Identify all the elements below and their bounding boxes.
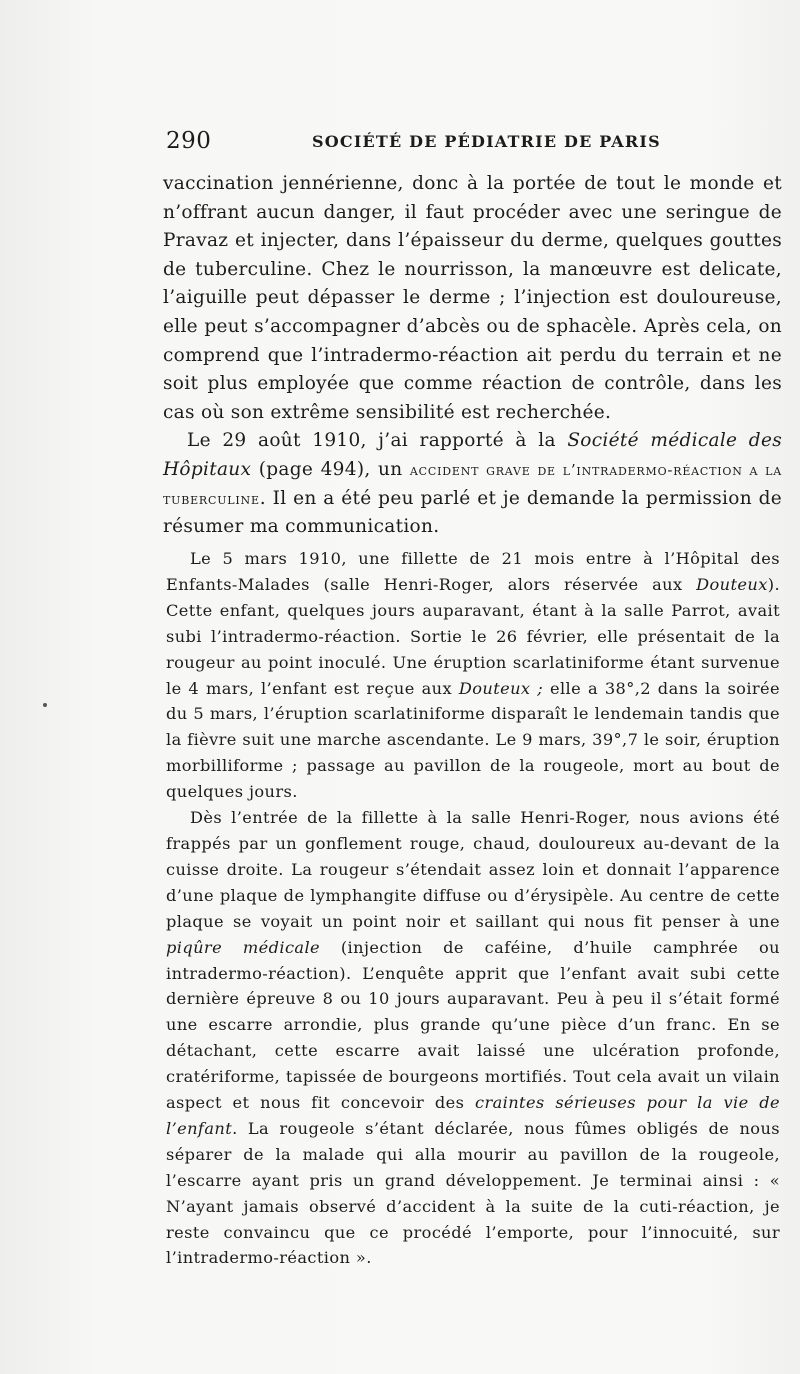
paragraph-4-part2: (injection de caféine, d’huile camphrée ou intradermo-réaction). L’enquête apprit que l’enfant avait subi cette dernière épreuve 8 ou 10 jours auparavant. Peu à peu il s’était formé une escarre arrondie, plus grande qu’une pièce d’un franc. En se détachant, cette escarre avait laissé une ulcération profonde, cratériforme, tapissée de bourgeons mortifiés. Tout cela avait un vilain aspect et nous fit concevoir des	[166, 937, 780, 1113]
page-number: 290	[166, 128, 212, 154]
paragraph-1: vaccination jennérienne, donc à la portée de tout le monde et n’offrant aucun danger, il faut procéder avec une seringue de Pravaz et injecter, dans l’épaisseur du derme, quelques gouttes de tuberculine. Chez le nourrisson, la manœuvre est delicate, l’aiguille peut dépasser le derme ; l’injection est douloureuse, elle peut s’accompagner d’abcès ou de sphacèle. Après cela, on comprend que l’intradermo-réaction ait perdu du terrain et ne soit plus employée que comme réaction de contrôle, dans les cas où son extrême sensibilité est recherchée.	[163, 173, 782, 423]
case-report-text	[166, 546, 780, 1271]
paragraph-2	[163, 427, 782, 541]
paragraph-2-part3: . Il en a été peu parlé et je demande la permission de résumer ma communication.	[163, 487, 782, 538]
paragraph-3-italic2: Douteux ;	[458, 678, 544, 698]
scan-speck	[43, 703, 47, 707]
paragraph-4-part3: . La rougeole s’étant déclarée, nous fûmes obligés de nous séparer de la malade qui alla mourir au pavillon de la rougeole, l’escarre ayant pris un grand développement. Je terminai ainsi : « N’ayant jamais observé d’accident à la suite de la cuti-réaction, je reste convaincu que ce procédé l’emporte, pour l’innocuité, sur l’intradermo-réaction ».	[166, 1118, 780, 1268]
paragraph-3-part3: elle a 38°,2 dans la soirée du 5 mars, l’éruption scarlatiniforme disparaît le lendemain tandis que la fièvre suit une marche ascendante. Le 9 mars, 39°,7 le soir, éruption morbilliforme ; passage au pavillon de la rougeole, mort au bout de quelques jours.	[166, 678, 780, 802]
paragraph-2-part1: Le 29 août 1910, j’ai rapporté à la	[187, 430, 568, 452]
paragraph-4-part1: Dès l’entrée de la fillette à la salle Henri-Roger, nous avions été frappés par un gonflement rouge, chaud, douloureux au-devant de la cuisse droite. La rougeur s’étendait assez loin et donnait l’apparence d’une plaque de lymphangite diffuse ou d’érysipèle. Au centre de cette plaque se voyait un point noir et saillant qui nous fit penser à une	[166, 808, 780, 931]
paragraph-3-italic1: Douteux	[696, 574, 768, 594]
running-title: SOCIÉTÉ DE PÉDIATRIE DE PARIS	[312, 132, 661, 151]
paragraph-3	[166, 546, 780, 805]
paragraph-4-italic1: piqûre médicale	[166, 937, 321, 957]
paragraph-2-part2: (page 494), un	[251, 458, 410, 480]
paragraph-4	[166, 805, 780, 1271]
journal-title: Société médicale des Hôpitaux	[163, 430, 782, 480]
paragraph-3-part2: ). Cette enfant, quelques jours auparavant, étant à la salle Parrot, avait subi l’intradermo-réaction. Sortie le 26 février, elle présentait de la rougeur au point inoculé. Une éruption scarlatiniforme étant survenue le 4 mars, l’enfant est reçue aux	[166, 574, 780, 698]
main-text	[163, 170, 782, 542]
accident-heading: accident grave de l’intradermo-réaction a la tuberculine	[163, 460, 782, 508]
paragraph-4-italic2: craintes sérieuses pour la vie de l’enfant	[166, 1093, 780, 1138]
paragraph-3-part1: Le 5 mars 1910, une fillette de 21 mois entre à l’Hôpital des Enfants-Malades (salle Henri-Roger, alors réservée aux	[166, 549, 780, 594]
page-header	[166, 128, 786, 158]
